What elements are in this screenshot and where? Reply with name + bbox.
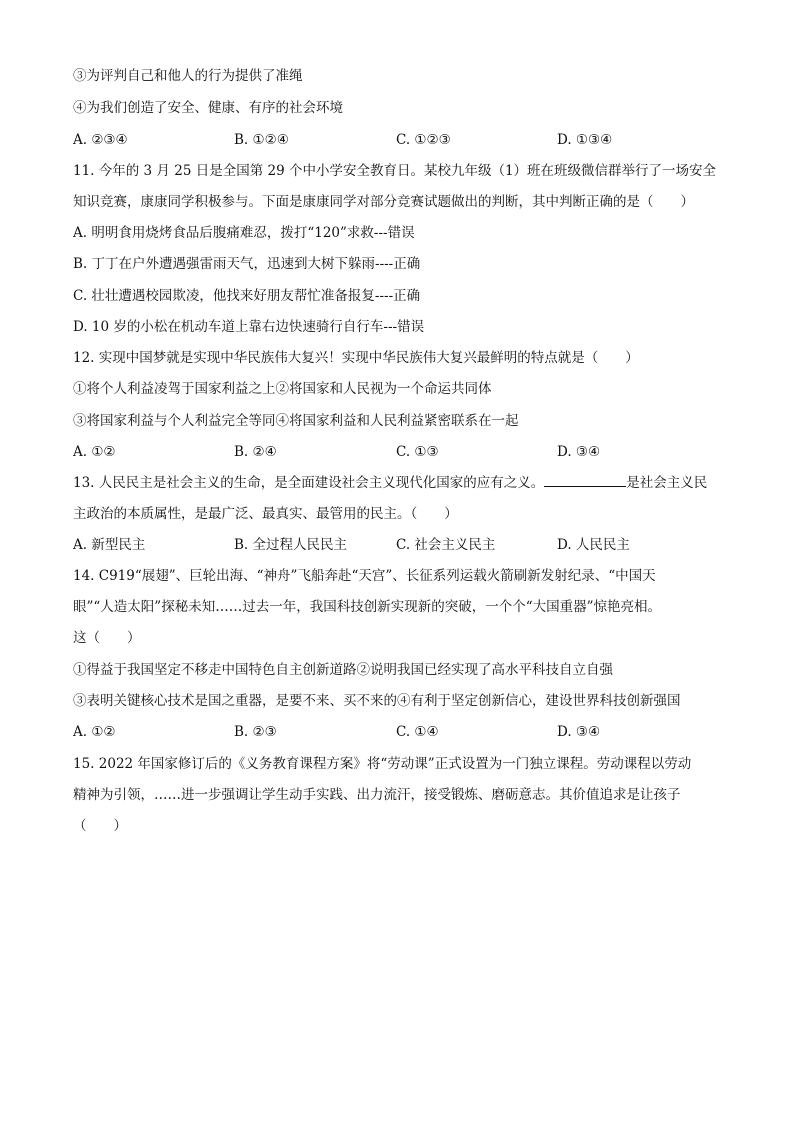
q13-stem-line-1 <box>73 474 707 492</box>
q13-fill-blank <box>544 474 626 487</box>
q13-stem-text: 13. 人民民主是社会主义的生命，是全面建设社会主义现代化国家的应有之义。 <box>73 475 545 491</box>
q11-option-d: D. 10 岁的小松在机动车道上靠右边快速骑行自行车---错误 <box>73 319 425 335</box>
q14-stem-line-1: 14. C919“展翅”、巨轮出海、“神舟”飞船奔赴“天宫”、长征系列运载火箭刷新发射纪录、“中国天 <box>73 568 656 584</box>
q10-statement-4: ④为我们创造了安全、健康、有序的社会环境 <box>73 100 343 116</box>
q13-option-d: D. 人民民主 <box>557 537 630 553</box>
q14-stem-line-2: 眼”“人造太阳”探秘未知……过去一年，我国科技创新实现新的突破，一个个“大国重器”惊艳亮相。 <box>73 599 662 615</box>
q14-statements-1-2: ①得益于我国坚定不移走中国特色自主创新道路②说明我国已经实现了高水平科技自立自强 <box>73 662 613 678</box>
q10-option-a: A. ②③④ <box>73 132 128 148</box>
q13-stem-line-2: 主政治的本质属性，是最广泛、最真实、最管用的民主。（ ） <box>73 506 458 522</box>
q10-option-c: C. ①②③ <box>396 132 451 148</box>
q13-stem-text-after-blank: 是社会主义民 <box>626 475 708 491</box>
q11-stem-line-2: 知识竞赛，康康同学积极参与。下面是康康同学对部分竞赛试题做出的判断，其中判断正确的是（ ） <box>73 194 694 210</box>
q10-statement-3: ③为评判自己和他人的行为提供了准绳 <box>73 68 303 84</box>
q11-option-a: A. 明明食用烧烤食品后腹痛难忍，拨打“120”求救---错误 <box>73 225 415 241</box>
q14-option-c: C. ①④ <box>396 724 439 740</box>
q14-option-a: A. ①② <box>73 724 116 740</box>
q13-option-b: B. 全过程人民民主 <box>234 537 348 553</box>
q10-option-b: B. ①②④ <box>234 132 289 148</box>
q11-stem-line-1: 11. 今年的 3 月 25 日是全国第 29 个中小学安全教育日。某校九年级（1）班在班级微信群举行了一场安全 <box>73 163 717 179</box>
q14-statements-3-4: ③表明关键核心技术是国之重器，是要不来、买不来的④有利于坚定创新信心，建设世界科技创新强国 <box>73 693 681 709</box>
q14-stem-line-3: 这（ ） <box>73 630 141 646</box>
q15-stem-line-1: 15. 2022 年国家修订后的《义务教育课程方案》将“劳动课”正式设置为一门独立课程。劳动课程以劳动 <box>73 756 692 772</box>
q11-option-c: C. 壮壮遭遇校园欺凌，他找来好朋友帮忙准备报复----正确 <box>73 288 421 304</box>
q12-option-c: C. ①③ <box>396 444 439 460</box>
q12-option-b: B. ②④ <box>234 444 277 460</box>
q12-statements-1-2: ①将个人利益凌驾于国家利益之上②将国家和人民视为一个命运共同体 <box>73 381 492 397</box>
q15-stem-line-2: 精神为引领，……进一步强调让学生动手实践、出力流汗，接受锻炼、磨砺意志。其价值追求是让孩子 <box>73 787 681 803</box>
q11-option-b: B. 丁丁在户外遭遇强雷雨天气，迅速到大树下躲雨----正确 <box>73 256 421 272</box>
q12-statements-3-4: ③将国家利益与个人利益完全等同④将国家利益和人民利益紧密联系在一起 <box>73 413 519 429</box>
q12-stem: 12. 实现中国梦就是实现中华民族伟大复兴！实现中华民族伟大复兴最鲜明的特点就是（ ） <box>73 350 639 366</box>
q12-option-d: D. ③④ <box>557 444 601 460</box>
q14-option-b: B. ②③ <box>234 724 277 740</box>
q14-option-d: D. ③④ <box>557 724 601 740</box>
q13-option-a: A. 新型民主 <box>73 537 146 553</box>
q13-option-c: C. 社会主义民主 <box>396 537 496 553</box>
q15-stem-line-3: （ ） <box>73 818 127 834</box>
q10-option-d: D. ①③④ <box>557 132 613 148</box>
q12-option-a: A. ①② <box>73 444 116 460</box>
